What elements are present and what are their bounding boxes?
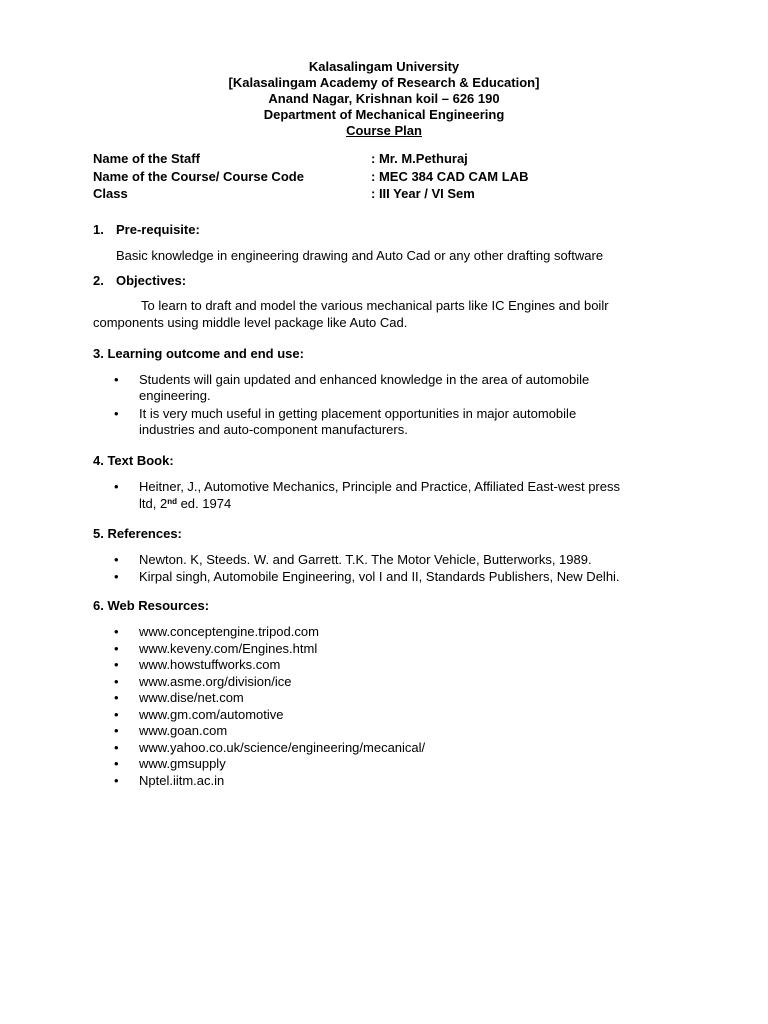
info-value: : Mr. M.Pethuraj: [371, 151, 468, 166]
web-resources-list: [0, 624, 425, 789]
list-item: [0, 674, 425, 691]
list-item-line: engineering.: [139, 388, 211, 403]
bullet: •: [114, 552, 119, 567]
course-info: [93, 151, 528, 204]
web-resource-text: www.yahoo.co.uk/science/engineering/mecanical/: [139, 739, 426, 755]
web-resource-text: Nptel.iitm.ac.in: [139, 772, 225, 788]
document-header: [0, 59, 768, 139]
list-item: [0, 372, 589, 404]
text-book-edition-suffix: ed. 1974: [176, 496, 232, 511]
info-value: : MEC 384 CAD CAM LAB: [371, 168, 529, 184]
bullet: •: [114, 479, 119, 494]
info-label: Name of the Course/ Course Code: [93, 168, 304, 184]
web-resource-text: www.conceptengine.tripod.com: [139, 624, 319, 639]
list-item-line: Students will gain updated and enhanced knowledge in the area of automobile: [139, 372, 590, 387]
section-title: Pre-requisite:: [116, 222, 200, 237]
info-row-staff: [93, 151, 528, 169]
list-item: [0, 657, 425, 674]
list-item-line: Heitner, J., Automotive Mechanics, Principle and Practice, Affiliated East-west press: [139, 479, 620, 494]
list-item: [0, 707, 425, 724]
web-resource-text: www.gmsupply: [139, 756, 226, 771]
bullet: •: [114, 690, 119, 705]
prerequisite-text: Basic knowledge in engineering drawing and Auto Cad or any other drafting software: [116, 248, 604, 263]
bullet: •: [114, 624, 119, 639]
list-item-line: It is very much useful in getting placement opportunities in major automobile: [139, 406, 577, 421]
references-list: [0, 552, 620, 585]
bullet: •: [114, 739, 119, 755]
info-value: : III Year / VI Sem: [371, 186, 475, 201]
section-number: 1.: [93, 222, 104, 237]
section-references-heading: 5. References:: [93, 526, 182, 541]
section-number: 2.: [93, 273, 104, 288]
objectives-text-line2: components using middle level package like Auto Cad.: [93, 315, 408, 330]
list-item: [0, 479, 620, 512]
web-resource-text: www.dise/net.com: [139, 690, 244, 705]
list-item-line: industries and auto-component manufacturers.: [139, 422, 408, 437]
info-row-class: [93, 186, 528, 204]
bullet: •: [114, 673, 119, 689]
list-item: [0, 641, 425, 658]
section-learning-outcome-heading: 3. Learning outcome and end use:: [93, 346, 304, 361]
section-web-resources-heading: 6. Web Resources:: [93, 598, 210, 613]
list-item: [0, 406, 589, 438]
course-plan-title: Course Plan: [346, 123, 422, 138]
bullet: •: [114, 657, 119, 672]
bullet: •: [114, 372, 119, 387]
web-resource-text: www.goan.com: [139, 723, 228, 738]
list-item-line: [139, 496, 620, 512]
academy-name: [Kalasalingam Academy of Research & Education]: [228, 75, 540, 90]
bullet: •: [114, 568, 119, 584]
learning-outcome-list: [0, 372, 589, 438]
list-item: [0, 624, 425, 641]
text-book-edition-prefix: ltd, 2: [139, 496, 168, 511]
ordinal-superscript: nd: [167, 497, 177, 506]
web-resource-text: www.gm.com/automotive: [139, 706, 284, 722]
text-book-list: [0, 479, 620, 512]
web-resource-text: www.keveny.com/Engines.html: [139, 640, 318, 656]
section-objectives-heading: [93, 273, 186, 289]
bullet: •: [114, 723, 119, 738]
web-resource-text: www.howstuffworks.com: [139, 657, 281, 672]
bullet: •: [114, 772, 119, 788]
web-resource-text: www.asme.org/division/ice: [139, 673, 292, 689]
list-item: [0, 690, 425, 707]
section-title: Objectives:: [116, 273, 187, 288]
info-label: Name of the Staff: [93, 151, 200, 166]
reference-text: Kirpal singh, Automobile Engineering, vol I and II, Standards Publishers, New Delhi.: [139, 568, 620, 584]
reference-text: Newton. K, Steeds. W. and Garrett. T.K. The Motor Vehicle, Butterworks, 1989.: [139, 552, 592, 567]
bullet: •: [114, 706, 119, 722]
address: Anand Nagar, Krishnan koil – 626 190: [268, 91, 500, 106]
list-item: [0, 773, 425, 790]
info-row-course: [93, 169, 528, 187]
list-item: [0, 552, 620, 569]
objectives-text-line1: To learn to draft and model the various mechanical parts like IC Engines and boilr: [141, 298, 609, 313]
list-item: [0, 569, 620, 586]
info-label: Class: [93, 186, 128, 201]
section-prerequisite-heading: [93, 222, 200, 238]
bullet: •: [114, 406, 119, 421]
list-item: [0, 723, 425, 740]
list-item: [0, 740, 425, 757]
bullet: •: [114, 756, 119, 771]
bullet: •: [114, 640, 119, 656]
department-name: Department of Mechanical Engineering: [263, 107, 505, 122]
university-name: Kalasalingam University: [308, 59, 460, 74]
list-item: [0, 756, 425, 773]
section-text-book-heading: 4. Text Book:: [93, 453, 174, 468]
